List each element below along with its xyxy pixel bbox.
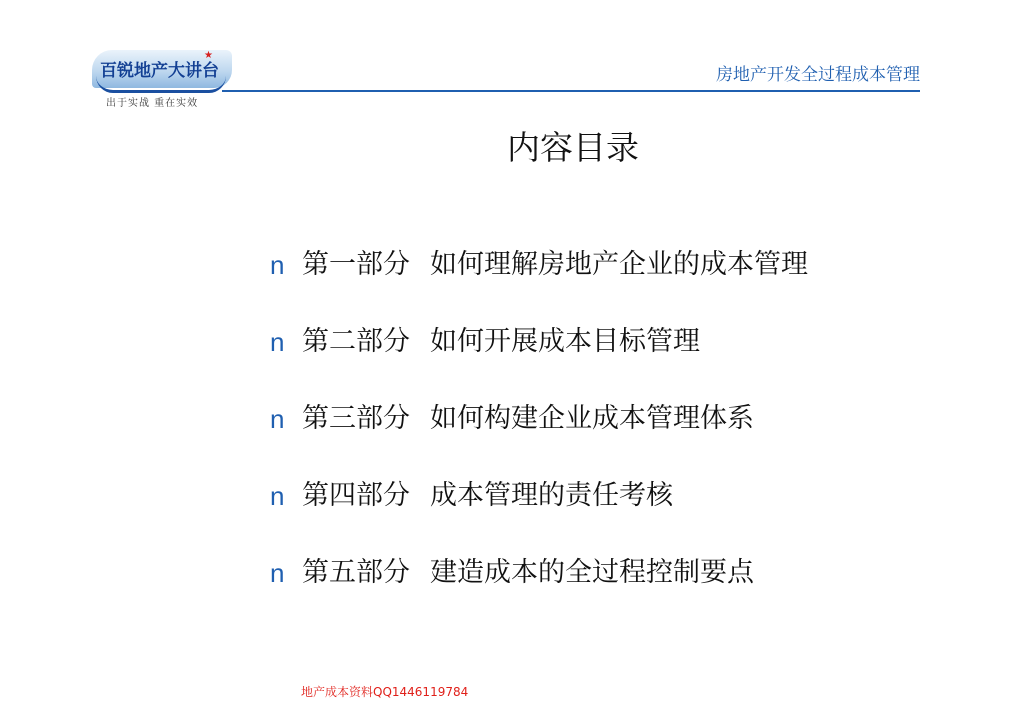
toc-part-title: 成本管理的责任考核 (430, 480, 673, 511)
page-title: 内容目录 (507, 128, 639, 167)
footer-note: 地产成本资料QQ1446119784 (301, 685, 469, 699)
toc-part-title: 建造成本的全过程控制要点 (430, 557, 754, 588)
toc-item-3 (270, 400, 808, 477)
company-logo (92, 50, 242, 110)
toc-part-label: 第一部分 (302, 249, 410, 280)
toc-text (302, 400, 754, 438)
bullet-icon: n (270, 327, 285, 357)
bullet-icon: n (270, 250, 285, 280)
logo-tagline: 出于实战 重在实效 (106, 98, 199, 109)
toc-part-label: 第二部分 (302, 326, 410, 357)
header-title: 房地产开发全过程成本管理 (716, 65, 920, 85)
toc-item-4 (270, 477, 808, 554)
toc-part-title: 如何构建企业成本管理体系 (430, 403, 754, 434)
table-of-contents (270, 246, 808, 631)
bullet-icon: n (270, 558, 285, 588)
bullet-icon: n (270, 404, 285, 434)
toc-text (302, 554, 754, 592)
toc-item-1 (270, 246, 808, 323)
toc-part-label: 第四部分 (302, 480, 410, 511)
header-divider (222, 90, 920, 92)
toc-item-2 (270, 323, 808, 400)
toc-part-label: 第五部分 (302, 557, 410, 588)
toc-text (302, 323, 700, 361)
toc-item-5 (270, 554, 808, 631)
logo-name: 百锐地产大讲台 (100, 61, 219, 81)
bullet-icon: n (270, 481, 285, 511)
toc-part-title: 如何开展成本目标管理 (430, 326, 700, 357)
toc-text (302, 477, 673, 515)
star-icon: ★ (204, 50, 213, 61)
toc-part-label: 第三部分 (302, 403, 410, 434)
toc-part-title: 如何理解房地产企业的成本管理 (430, 249, 808, 280)
toc-text (302, 246, 808, 284)
